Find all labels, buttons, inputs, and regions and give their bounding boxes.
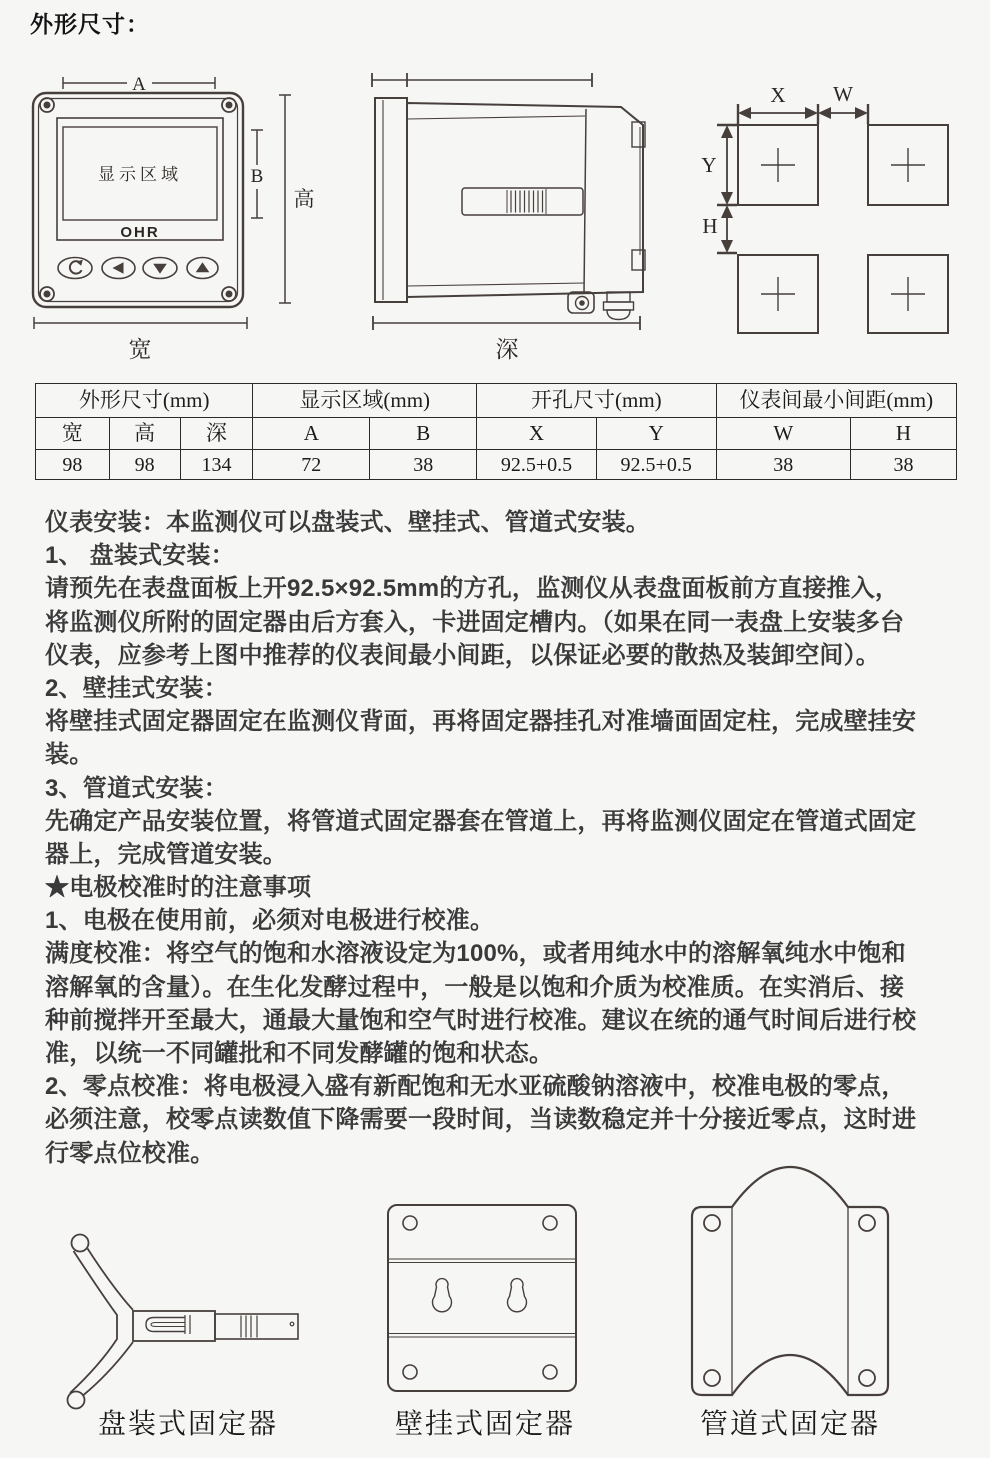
col-header: 宽 <box>36 418 110 450</box>
keyhole-slot <box>508 1279 527 1312</box>
instruction-line: 先确定产品安装位置，将管道式固定器套在管道上，再将监测仪固定在管道式固定 <box>45 807 917 835</box>
instruction-line: 2、壁挂式安装： <box>45 674 228 702</box>
dim-label-height: 高 <box>293 187 315 211</box>
col-header: X <box>477 418 597 450</box>
crosshairs <box>761 148 925 311</box>
dim-line-height <box>279 95 291 303</box>
table-group-outline: 外形尺寸(mm) <box>36 384 253 418</box>
cell-value: 92.5+0.5 <box>477 450 597 480</box>
instruction-line: 行零点位校准。 <box>45 1139 215 1167</box>
instruction-line: 请预先在表盘面板上开92.5×92.5mm的方孔，监测仪从表盘面板前方直接推入， <box>45 575 900 603</box>
instruction-line: 仪表安装：本监测仪可以盘装式、壁挂式、管道式安装。 <box>45 509 650 536</box>
display-area-label: 显示区域 <box>98 165 182 184</box>
mount-hole <box>859 1370 875 1386</box>
dim-label-depth: 深 <box>495 337 519 362</box>
fixer-plate <box>388 1205 576 1391</box>
table-group-cutout: 开孔尺寸(mm) <box>477 384 716 418</box>
instruction-line: 仪表，应参考上图中推荐的仪表间最小间距，以保证必要的散热及装卸空间）。 <box>45 641 880 669</box>
dim-line-y <box>717 125 737 205</box>
front-bezel <box>375 98 407 302</box>
col-header: 高 <box>109 418 180 450</box>
instruction-line: 1、电极在使用前，必须对电极进行校准。 <box>45 907 495 935</box>
instruction-line: 种前搅拌开至最大，通最大量饱和空气时进行校准。建议在统的通气时间后进行校 <box>45 1006 917 1034</box>
pipe-fixer-diagram <box>690 1155 890 1400</box>
dimensions-table <box>35 383 957 480</box>
dim-label-b: B <box>250 166 264 187</box>
instruction-line: 溶解氧的含量）。在生化发酵过程中，一般是以饱和介质为校准质。在实消后、接 <box>45 973 905 1001</box>
keyhole-slot <box>433 1279 452 1312</box>
mount-hole <box>403 1365 417 1379</box>
cutout-diagram <box>690 80 980 340</box>
mount-hole <box>403 1216 417 1230</box>
instruction-line: 将壁挂式固定器固定在监测仪背面，再将固定器挂孔对准墙面固定柱，完成壁挂安 <box>45 708 917 736</box>
cell-value: 72 <box>253 450 370 480</box>
clip-slider-hatch <box>511 191 543 213</box>
instruction-line: 1、 盘装式安装： <box>45 542 235 570</box>
page-title: 外形尺寸： <box>30 11 150 37</box>
table-header-row <box>36 418 957 450</box>
handle-arm <box>88 1249 134 1311</box>
instruction-line: 准，以统一不同罐批和不同发酵罐的饱和状态。 <box>45 1040 554 1067</box>
instruction-line: ★电极校准时的注意事项 <box>45 874 312 902</box>
left-arrow-icon <box>113 262 124 274</box>
dim-label-w: W <box>833 82 853 106</box>
fixer-slot <box>146 1318 185 1332</box>
table-value-row <box>36 450 957 480</box>
down-arrow-icon <box>153 264 167 274</box>
instruction-line: 必须注意，校零点读数值下降需要一段时间，当读数稳定并十分接近零点，这时进 <box>45 1106 917 1134</box>
front-buttons <box>58 258 218 279</box>
mount-hole <box>704 1370 720 1386</box>
front-view-diagram <box>28 65 320 365</box>
handle-knob-top <box>72 1235 89 1252</box>
dim-label-a: A <box>132 74 146 95</box>
table-group-spacing: 仪表间最小间距(mm) <box>716 384 956 418</box>
cell-value: 38 <box>370 450 477 480</box>
brand-logo: OHR <box>120 224 160 241</box>
dim-label-x: X <box>770 83 786 107</box>
col-header: H <box>851 418 957 450</box>
instruction-line: 3、管道式安装： <box>45 774 228 802</box>
handle-arm <box>70 1251 117 1393</box>
side-view-diagram <box>355 70 655 362</box>
panel-fixer-caption: 盘装式固定器 <box>97 1409 278 1440</box>
dim-line-w <box>818 104 868 124</box>
cell-value: 98 <box>109 450 180 480</box>
cutout-squares <box>738 125 948 333</box>
wall-fixer-diagram <box>385 1200 585 1396</box>
cable-gland <box>604 292 634 320</box>
cell-value: 98 <box>36 450 110 480</box>
device-case <box>33 93 243 307</box>
fixer-bracket <box>692 1167 888 1395</box>
panel-fixer-diagram <box>55 1193 315 1415</box>
installation-instructions <box>45 506 960 1170</box>
mount-hole <box>704 1215 720 1231</box>
bottom-bracket <box>568 292 594 313</box>
wall-fixer-caption: 壁挂式固定器 <box>394 1409 575 1440</box>
cell-value: 92.5+0.5 <box>596 450 716 480</box>
up-arrow-icon <box>196 262 210 272</box>
dim-label-y: Y <box>701 153 717 177</box>
mount-hole <box>543 1216 557 1230</box>
table-group-display: 显示区域(mm) <box>253 384 477 418</box>
cell-value: 38 <box>851 450 957 480</box>
mount-hole <box>543 1365 557 1379</box>
instruction-line: 2、零点校准：将电极浸入盛有新配饱和无水亚硫酸钠溶液中，校准电极的零点， <box>45 1073 906 1101</box>
col-header: A <box>253 418 370 450</box>
cell-value: 38 <box>716 450 850 480</box>
mount-hole <box>859 1215 875 1231</box>
instruction-line: 器上，完成管道安装。 <box>45 840 287 868</box>
col-header: 深 <box>180 418 253 450</box>
cell-value: 134 <box>180 450 253 480</box>
dim-line-width <box>34 317 247 329</box>
instruction-line: 满度校准：将空气的饱和水溶液设定为100%，或者用纯水中的溶解氧纯水中饱和 <box>45 940 906 968</box>
pipe-fixer-caption: 管道式固定器 <box>699 1409 880 1440</box>
mounting-clip <box>462 188 583 215</box>
col-header: Y <box>596 418 716 450</box>
dim-label-h: H <box>702 214 718 238</box>
dim-line-x <box>738 104 818 124</box>
dim-line-depth <box>373 316 640 330</box>
col-header: B <box>370 418 477 450</box>
col-header: W <box>716 418 850 450</box>
dim-label-width: 宽 <box>128 337 152 362</box>
dim-line-h <box>717 205 737 253</box>
instruction-line: 装。 <box>45 741 94 769</box>
dim-line-top <box>372 73 592 87</box>
instruction-line: 将监测仪所附的固定器由后方套入，卡进固定槽内。（如果在同一表盘上安装多台 <box>45 608 905 636</box>
